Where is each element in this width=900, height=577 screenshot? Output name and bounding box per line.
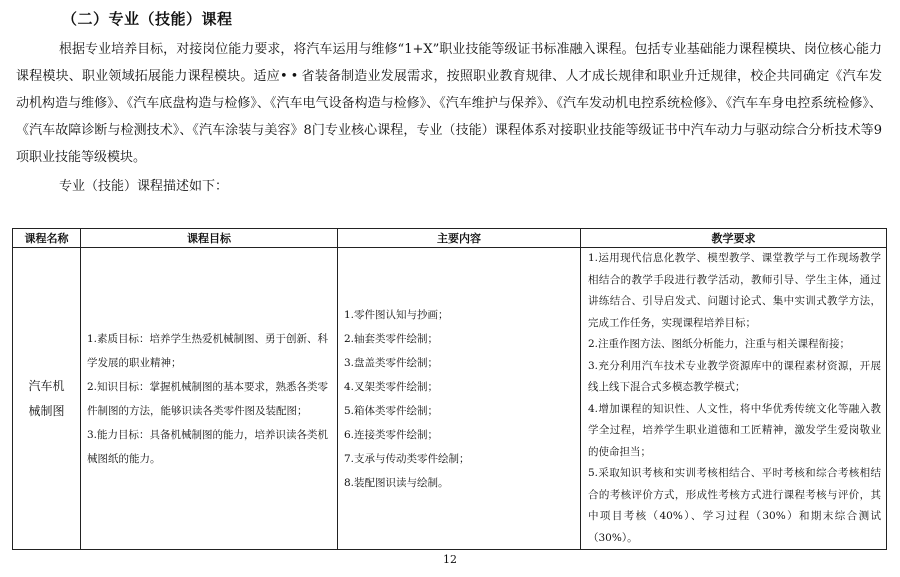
intro-paragraph-text-b: 省装备制造业发展需求，按照职业教育规律、人才成长规律和职业升迁规律，校企共同确定《汽车发动机构造与维修》、《汽车底盘构造与检修》、《汽车电气设备构造与检修》、《汽车维护与保养》、《汽车发动机电控系统检修》、《汽车车身电控系统检修》、《汽车故障诊断与检测技术》、《汽车涂装与美容》8门专业核心课程，专业（技能）课程体系对接职业技能等级证书中汽车动力与驱动综合分析技术等9项职业技能等级模块。 xyxy=(16,69,882,165)
content-item: 8.装配图识读与绘制。 xyxy=(344,476,449,489)
redaction-dots: •• xyxy=(279,69,302,84)
page-number: 12 xyxy=(443,553,457,566)
course-objectives-cell xyxy=(81,248,338,550)
content-item: 7.支承与传动类零件绘制； xyxy=(344,452,470,465)
header-main-content: 主要内容 xyxy=(338,229,581,248)
content-item: 4.叉架类零件绘制； xyxy=(344,380,439,393)
header-teaching-requirements: 教学要求 xyxy=(581,229,887,248)
table-header-row xyxy=(13,229,887,248)
requirement-item: 4.增加课程的知识性、人文性，将中华优秀传统文化等融入教学全过程，培养学生职业道德和工匠精神，激发学生爱岗敬业的使命担当； xyxy=(588,402,881,458)
teaching-requirements-cell xyxy=(581,248,887,550)
section-heading: （二）专业（技能）课程 xyxy=(62,10,233,28)
content-item: 6.连接类零件绘制； xyxy=(344,428,439,441)
requirement-item: 5.采取知识考核和实训考核相结合、平时考核和综合考核相结合的考核评价方式，形成性考核方式进行课程考核与评价，其中项目考核（40%）、学习过程（30%）和期末综合测试（30%）。 xyxy=(588,467,881,544)
course-name-cell: 汽车机械制图 xyxy=(13,248,81,550)
main-content-cell xyxy=(338,248,581,550)
objective-item: 3.能力目标：具备机械制图的能力，培养识读各类机械图纸的能力。 xyxy=(87,428,329,465)
header-course-objectives: 课程目标 xyxy=(81,229,338,248)
header-course-name: 课程名称 xyxy=(13,229,81,248)
requirement-item: 3.充分利用汽车技术专业教学资源库中的课程素材资源，开展线上线下混合式多模态教学模式； xyxy=(588,359,881,393)
course-description-intro: 专业（技能）课程描述如下： xyxy=(59,179,229,194)
intro-paragraph xyxy=(16,36,882,171)
course-table xyxy=(12,228,887,550)
requirement-item: 1.运用现代信息化教学、模型教学、课堂教学与工作现场教学相结合的教学手段进行教学活动，教师引导、学生主体，通过讲练结合、引导启发式、问题讨论式、集中实训式教学方法，完成工作任务，实现课程培养目标； xyxy=(588,252,881,329)
content-item: 1.零件图认知与抄画； xyxy=(344,308,449,321)
content-item: 5.箱体类零件绘制； xyxy=(344,404,439,417)
objective-item: 1.素质目标：培养学生热爱机械制图、勇于创新、科学发展的职业精神； xyxy=(87,332,329,369)
content-item: 2.轴套类零件绘制； xyxy=(344,332,439,345)
intro-paragraph-text-a: 根据专业培养目标，对接岗位能力要求，将汽车运用与维修“1+X”职业技能等级证书标准融入课程。包括专业基础能力课程模块、岗位核心能力课程模块、职业领域拓展能力课程模块。适应 xyxy=(16,42,882,84)
requirement-item: 2.注重作图方法、图纸分析能力，注重与相关课程衔接； xyxy=(588,338,851,350)
table-row xyxy=(13,248,887,550)
content-item: 3.盘盖类零件绘制； xyxy=(344,356,439,369)
objective-item: 2.知识目标：掌握机械制图的基本要求，熟悉各类零件制图的方法，能够识读各类零件图及装配图； xyxy=(87,380,329,417)
